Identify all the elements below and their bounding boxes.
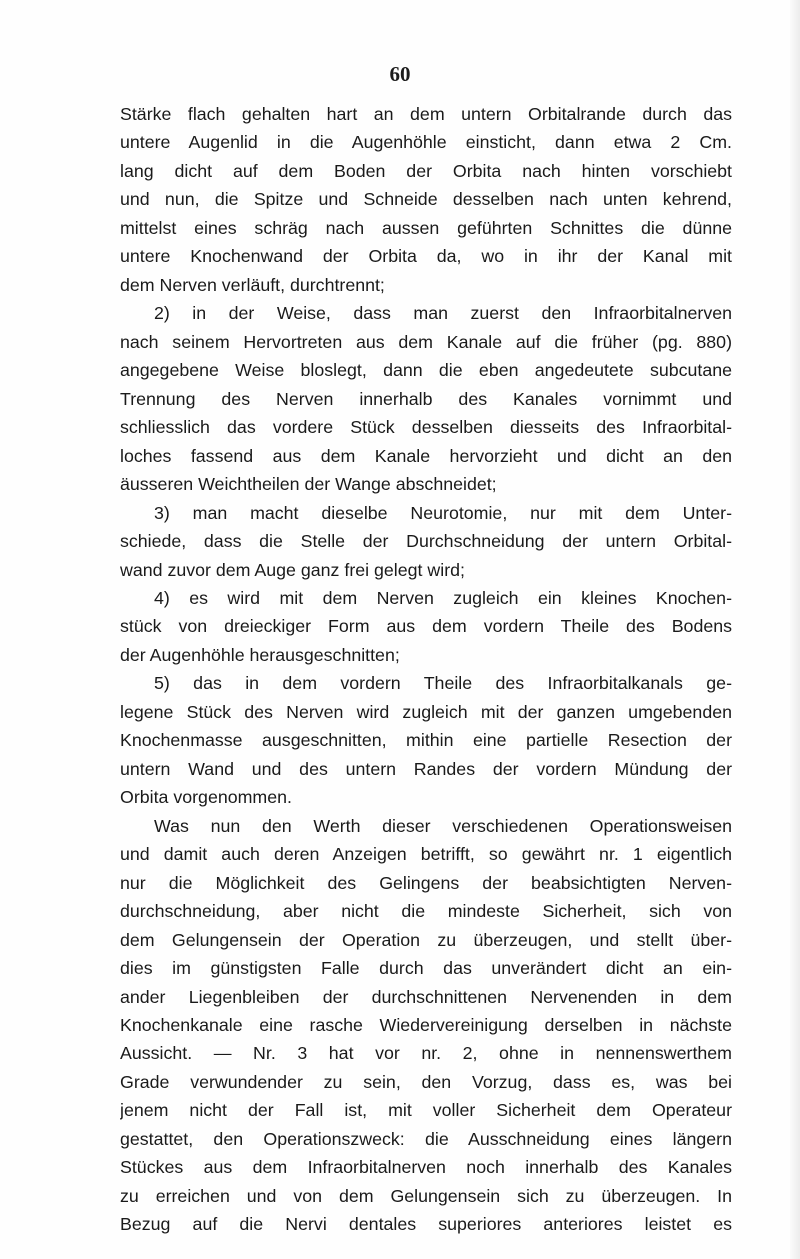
text-line: 4) es wird mit dem Nerven zugleich ein kleines Knochen- bbox=[154, 587, 732, 608]
text-line: Stärke flach gehalten hart an dem untern Orbitalrande durch das bbox=[120, 104, 732, 124]
text-line: Trennung des Nerven innerhalb des Kanales vornimmt und bbox=[120, 388, 732, 409]
text-line: Knochenmasse ausgeschnitten, mithin eine partielle Resection der bbox=[120, 730, 732, 751]
text-line: 3) man macht dieselbe Neurotomie, nur mit dem Unter- bbox=[154, 502, 732, 523]
text-line: loches fassend aus dem Kanale hervorzieht und dicht an den bbox=[120, 445, 732, 466]
text-line: dem Nerven verläuft, durchtrennt; bbox=[120, 274, 385, 295]
text-line: dem Gelungensein der Operation zu überzeugen, und stellt über- bbox=[120, 929, 732, 950]
text-line: und nun, die Spitze und Schneide desselben nach unten kehrend, bbox=[120, 189, 732, 210]
text-line: schliesslich das vordere Stück desselben diesseits des Infraorbital- bbox=[120, 417, 732, 438]
text-line: gestattet, den Operationszweck: die Ausschneidung eines längern bbox=[120, 1128, 732, 1149]
text-line: der Augenhöhle herausgeschnitten; bbox=[120, 644, 400, 665]
text-line: jenem nicht der Fall ist, mit voller Sicherheit dem Operateur bbox=[120, 1100, 732, 1121]
text-line: nur die Möglichkeit des Gelingens der beabsichtigten Nerven- bbox=[120, 872, 732, 893]
body-text bbox=[120, 100, 732, 1239]
text-line: untern Wand und des untern Randes der vordern Mündung der bbox=[120, 758, 732, 779]
text-line: Knochenkanale eine rasche Wiedervereinigung derselben in nächste bbox=[120, 1015, 732, 1035]
text-line: dies im günstigsten Falle durch das unverändert dicht an ein- bbox=[120, 958, 732, 979]
text-line: stück von dreieckiger Form aus dem vordern Theile des Bodens bbox=[120, 616, 732, 637]
text-line: untere Augenlid in die Augenhöhle einsticht, dann etwa 2 Cm. bbox=[120, 132, 732, 153]
page-edge-shadow bbox=[790, 0, 800, 1259]
text-line: Orbita vorgenommen. bbox=[120, 787, 292, 808]
text-line: mittelst eines schräg nach aussen geführten Schnittes die dünne bbox=[120, 217, 732, 238]
text-line: zu erreichen und von dem Gelungensein sich zu überzeugen. In bbox=[120, 1185, 732, 1206]
text-line: 5) das in dem vordern Theile des Infraorbitalkanals ge- bbox=[154, 673, 732, 694]
text-line: Bezug auf die Nervi dentales superiores anteriores leistet es bbox=[120, 1214, 732, 1235]
text-line: Stückes aus dem Infraorbitalnerven noch innerhalb des Kanales bbox=[120, 1157, 732, 1178]
text-line: Was nun den Werth dieser verschiedenen Operationsweisen bbox=[154, 815, 732, 836]
text-line: und damit auch deren Anzeigen betrifft, so gewährt nr. 1 eigentlich bbox=[120, 844, 732, 865]
text-line: wand zuvor dem Auge ganz frei gelegt wird; bbox=[120, 559, 465, 580]
text-line: angegebene Weise bloslegt, dann die eben angedeutete subcutane bbox=[120, 360, 732, 381]
text-line: äusseren Weichtheilen der Wange abschneidet; bbox=[120, 474, 497, 495]
text-line: Grade verwundender zu sein, den Vorzug, dass es, was bei bbox=[120, 1071, 732, 1092]
text-line: nach seinem Hervortreten aus dem Kanale auf die früher (pg. 880) bbox=[120, 331, 732, 352]
text-line: 2) in der Weise, dass man zuerst den Infraorbitalnerven bbox=[154, 303, 732, 324]
page-number: 60 bbox=[389, 62, 411, 86]
text-line: schiede, dass die Stelle der Durchschneidung der untern Orbital- bbox=[120, 531, 732, 552]
text-line: ander Liegenbleiben der durchschnittenen Nervenenden in dem bbox=[120, 986, 732, 1007]
text-line: lang dicht auf dem Boden der Orbita nach hinten vorschiebt bbox=[120, 160, 732, 181]
text-line: durchschneidung, aber nicht die mindeste Sicherheit, sich von bbox=[120, 901, 732, 922]
text-line: legene Stück des Nerven wird zugleich mit der ganzen umgebenden bbox=[120, 701, 732, 722]
text-line: untere Knochenwand der Orbita da, wo in ihr der Kanal mit bbox=[120, 246, 732, 267]
text-line: Aussicht. — Nr. 3 hat vor nr. 2, ohne in nennenswerthem bbox=[120, 1043, 732, 1064]
